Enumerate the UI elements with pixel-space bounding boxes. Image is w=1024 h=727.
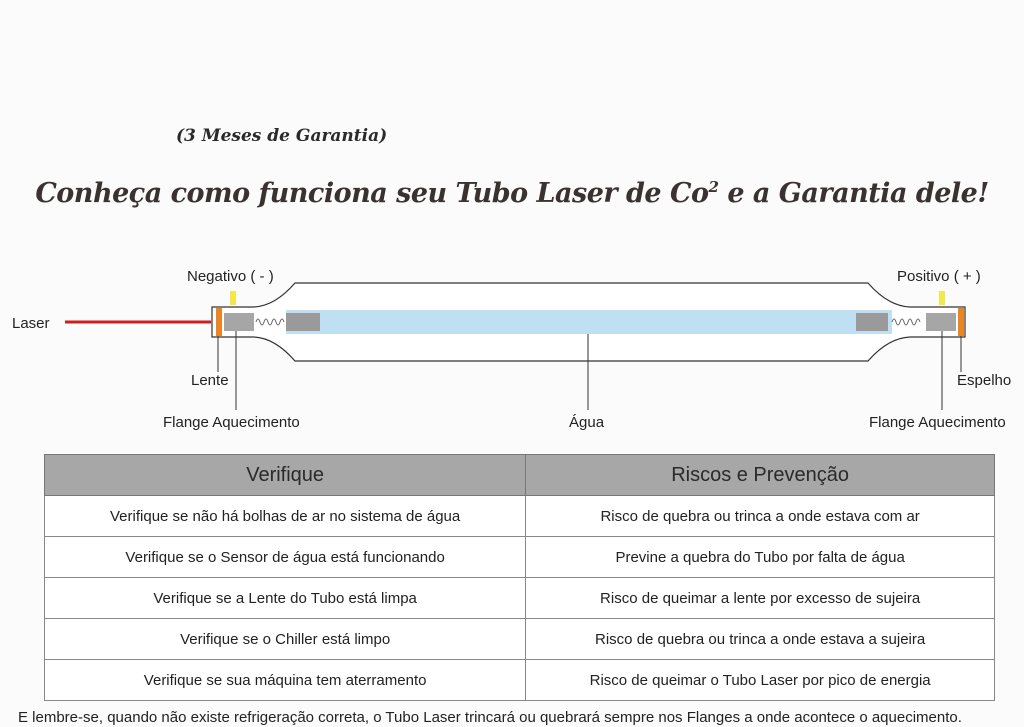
- table-row: [45, 619, 995, 660]
- table-row: [45, 496, 995, 537]
- header-risks: Riscos e Prevenção: [526, 455, 995, 496]
- mirror: [958, 308, 964, 336]
- verify-cell: Verifique se o Chiller está limpo: [45, 619, 526, 660]
- risk-cell: Previne a quebra do Tubo por falta de água: [526, 537, 995, 578]
- risk-cell: Risco de quebra ou trinca a onde estava a sujeira: [526, 619, 995, 660]
- table-row: [45, 660, 995, 701]
- electrode-negative: [230, 291, 236, 305]
- label-flange-right: Flange Aquecimento: [869, 414, 1006, 431]
- verify-cell: Verifique se sua máquina tem aterramento: [45, 660, 526, 701]
- table-row: [45, 578, 995, 619]
- headline-main: Conheça como funciona seu Tubo Laser de Co: [35, 178, 709, 209]
- verify-cell: Verifique se a Lente do Tubo está limpa: [45, 578, 526, 619]
- flange-right: [926, 313, 956, 331]
- anode-right: [856, 313, 888, 331]
- headline-superscript: 2: [708, 178, 719, 196]
- electrode-positive: [939, 291, 945, 305]
- label-lens: Lente: [191, 372, 229, 389]
- label-positive: Positivo ( + ): [897, 268, 981, 285]
- label-laser: Laser: [12, 315, 50, 332]
- label-water: Água: [569, 414, 605, 431]
- warranty-subtitle: (3 Meses de Garantia): [176, 126, 388, 146]
- footer-note: E lembre-se, quando não existe refrigeração correta, o Tubo Laser trincará ou quebrará sempre nos Flanges a onde acontece o aquecimento.: [18, 709, 962, 726]
- risk-cell: Risco de queimar a lente por excesso de sujeira: [526, 578, 995, 619]
- cathode-left: [286, 313, 320, 331]
- table-row: [45, 537, 995, 578]
- lens: [216, 308, 222, 336]
- maintenance-table: [44, 454, 995, 701]
- verify-cell: Verifique se não há bolhas de ar no sistema de água: [45, 496, 526, 537]
- flange-left: [224, 313, 254, 331]
- label-negative: Negativo ( - ): [187, 268, 274, 285]
- page-headline: [0, 178, 1024, 209]
- label-flange-left: Flange Aquecimento: [163, 414, 300, 431]
- verify-cell: Verifique se o Sensor de água está funcionando: [45, 537, 526, 578]
- laser-tube-diagram: [0, 255, 1024, 435]
- headline-tail: e a Garantia dele!: [718, 178, 989, 209]
- table-header-row: [45, 455, 995, 496]
- risk-cell: Risco de quebra ou trinca a onde estava com ar: [526, 496, 995, 537]
- risk-cell: Risco de queimar o Tubo Laser por pico de energia: [526, 660, 995, 701]
- water-jacket: [286, 310, 892, 334]
- header-verify: Verifique: [45, 455, 526, 496]
- label-mirror: Espelho: [957, 372, 1012, 389]
